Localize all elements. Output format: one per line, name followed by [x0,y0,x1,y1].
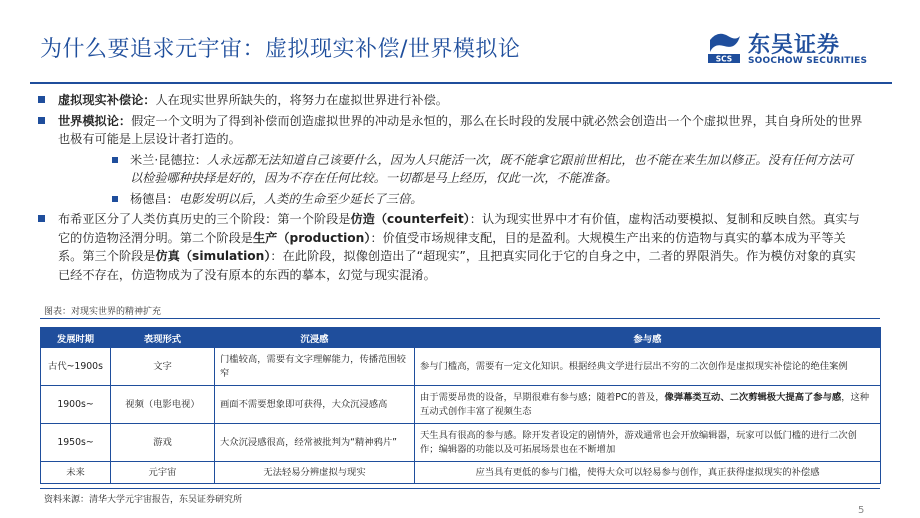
cell-participation: 参与门槛高，需要有一定文化知识。根据经典文学进行层出不穷的二次创作是虚拟现实补偿论的绝佳案例 [415,348,881,386]
stage-keyword: 生产（production） [253,230,371,245]
cell-form: 文字 [111,348,215,386]
bullet-compensation [38,91,868,110]
cell-period: 未来 [41,462,111,484]
spirit-extension-table [40,327,881,484]
table-row [41,424,881,462]
participation-highlight: 像弹幕类互动、二次剪辑极大提高了参与感 [664,391,842,403]
logo-english-name: SOOCHOW SECURITIES [748,56,868,66]
table-row [41,386,881,424]
cell-immersion: 画面不需要想象即可获得，大众沉浸感高 [215,386,415,424]
sub-bullet-square-icon [112,157,118,163]
svg-text:SCS: SCS [715,54,733,64]
quote-text: 电影发明以后，人类的生命至少延长了三倍。 [178,191,423,206]
source-note: 资料来源：清华大学元宇宙报告，东吴证券研究所 [44,495,243,505]
bullet-square-icon [38,96,45,103]
table-header-row [41,328,881,348]
quote-author: 杨德昌： [130,191,179,206]
body-content [38,91,868,286]
cell-period: 1950s~ [41,424,111,462]
header-participation: 参与感 [415,328,881,348]
bullet-text: 布希亚区分了人类仿真历史的三个阶段：第一个阶段是 [58,212,351,226]
figure-divider [40,318,880,319]
bullet-text: 假定一个文明为了得到补偿而创造虚拟世界的冲动是永恒的，那么在长时段的发展中就必然会创造出一个个虚拟世界，其自身所处的世界也极有可能是上层设计者打造的。 [58,113,863,146]
quote-text: 人永远都无法知道自己该要什么，因为人只能活一次，既不能拿它跟前世相比，也不能在来生加以修正。没有任何方法可以检验哪种抉择是好的，因为不存在任何比较。一切都是马上经历，仅此一次，不能准备。 [130,152,853,185]
cell-immersion: 门槛较高，需要有文字理解能力，传播范围较窄 [215,348,415,386]
header-period: 发展时期 [41,328,111,348]
quote-author: 米兰·昆德拉： [130,152,207,167]
source-divider [40,488,880,489]
company-logo [706,28,876,68]
sub-bullet-square-icon [112,196,118,202]
participation-text: 由于需要昂贵的设备，早期很难有参与感；随着PC的普及， [420,391,665,403]
cell-participation [415,386,881,424]
participation-text: ，这种互动式创作丰富了视频生态 [420,391,870,417]
bullet-simulation [38,112,868,149]
stage-keyword: 仿造（counterfeit） [350,212,470,226]
table-row [41,348,881,386]
sub-bullet-kundera [38,151,868,188]
stage-keyword: 仿真（simulation） [155,249,271,263]
cell-period: 古代~1900s [41,348,111,386]
bullet-baudrillard [38,210,868,284]
bullet-text: ：价值受市场规律支配，目的是盈利。大规模生产出来的仿造物与真实的摹本成为平等关系。第三个阶段是 [58,230,846,263]
cell-period: 1900s~ [41,386,111,424]
bullet-text: ：在此阶段，拟像创造出了“超现实”，且把真实同化于它的自身之中，二者的界限消失。作为模仿对象的真实已经不存在，仿造物成为了没有原本的东西的摹本，幻觉与现实混淆。 [58,249,856,282]
sub-bullet-yang [38,190,868,209]
header-divider [30,82,892,84]
figure-title: 图表：对现实世界的精神扩充 [44,307,162,317]
page-number: 5 [858,505,865,516]
bullet-label: 世界模拟论： [58,113,132,128]
table-row [41,462,881,484]
cell-immersion: 无法轻易分辨虚拟与现实 [215,462,415,484]
logo-chinese-name: 东吴证券 [748,33,841,58]
cell-form: 游戏 [111,424,215,462]
cell-immersion: 大众沉浸感很高，经常被批判为“精神鸦片” [215,424,415,462]
bullet-square-icon [38,215,45,222]
logo-emblem-icon [706,30,742,64]
cell-form: 视频（电影电视） [111,386,215,424]
bullet-label: 虚拟现实补偿论： [58,93,156,107]
header-form: 表现形式 [111,328,215,348]
bullet-square-icon [38,117,45,124]
page-title: 为什么要追求元宇宙：虚拟现实补偿/世界模拟论 [40,37,521,62]
cell-participation: 天生具有很高的参与感。除开发者设定的剧情外，游戏通常也会开放编辑器，玩家可以低门槛的进行二次创作；编辑器的功能以及可拓展场景也在不断增加 [415,424,881,462]
bullet-text: 人在现实世界所缺失的，将努力在虚拟世界进行补偿。 [155,93,448,107]
cell-form: 元宇宙 [111,462,215,484]
header-immersion: 沉浸感 [215,328,415,348]
bullet-text: ：认为现实世界中才有价值，虚构活动要模拟、复制和反映自然。真实与它的仿造物泾渭分明。第二个阶段是 [58,212,860,245]
cell-participation: 应当具有更低的参与门槛，使得大众可以轻易参与创作，真正获得虚拟现实的补偿感 [415,462,881,484]
